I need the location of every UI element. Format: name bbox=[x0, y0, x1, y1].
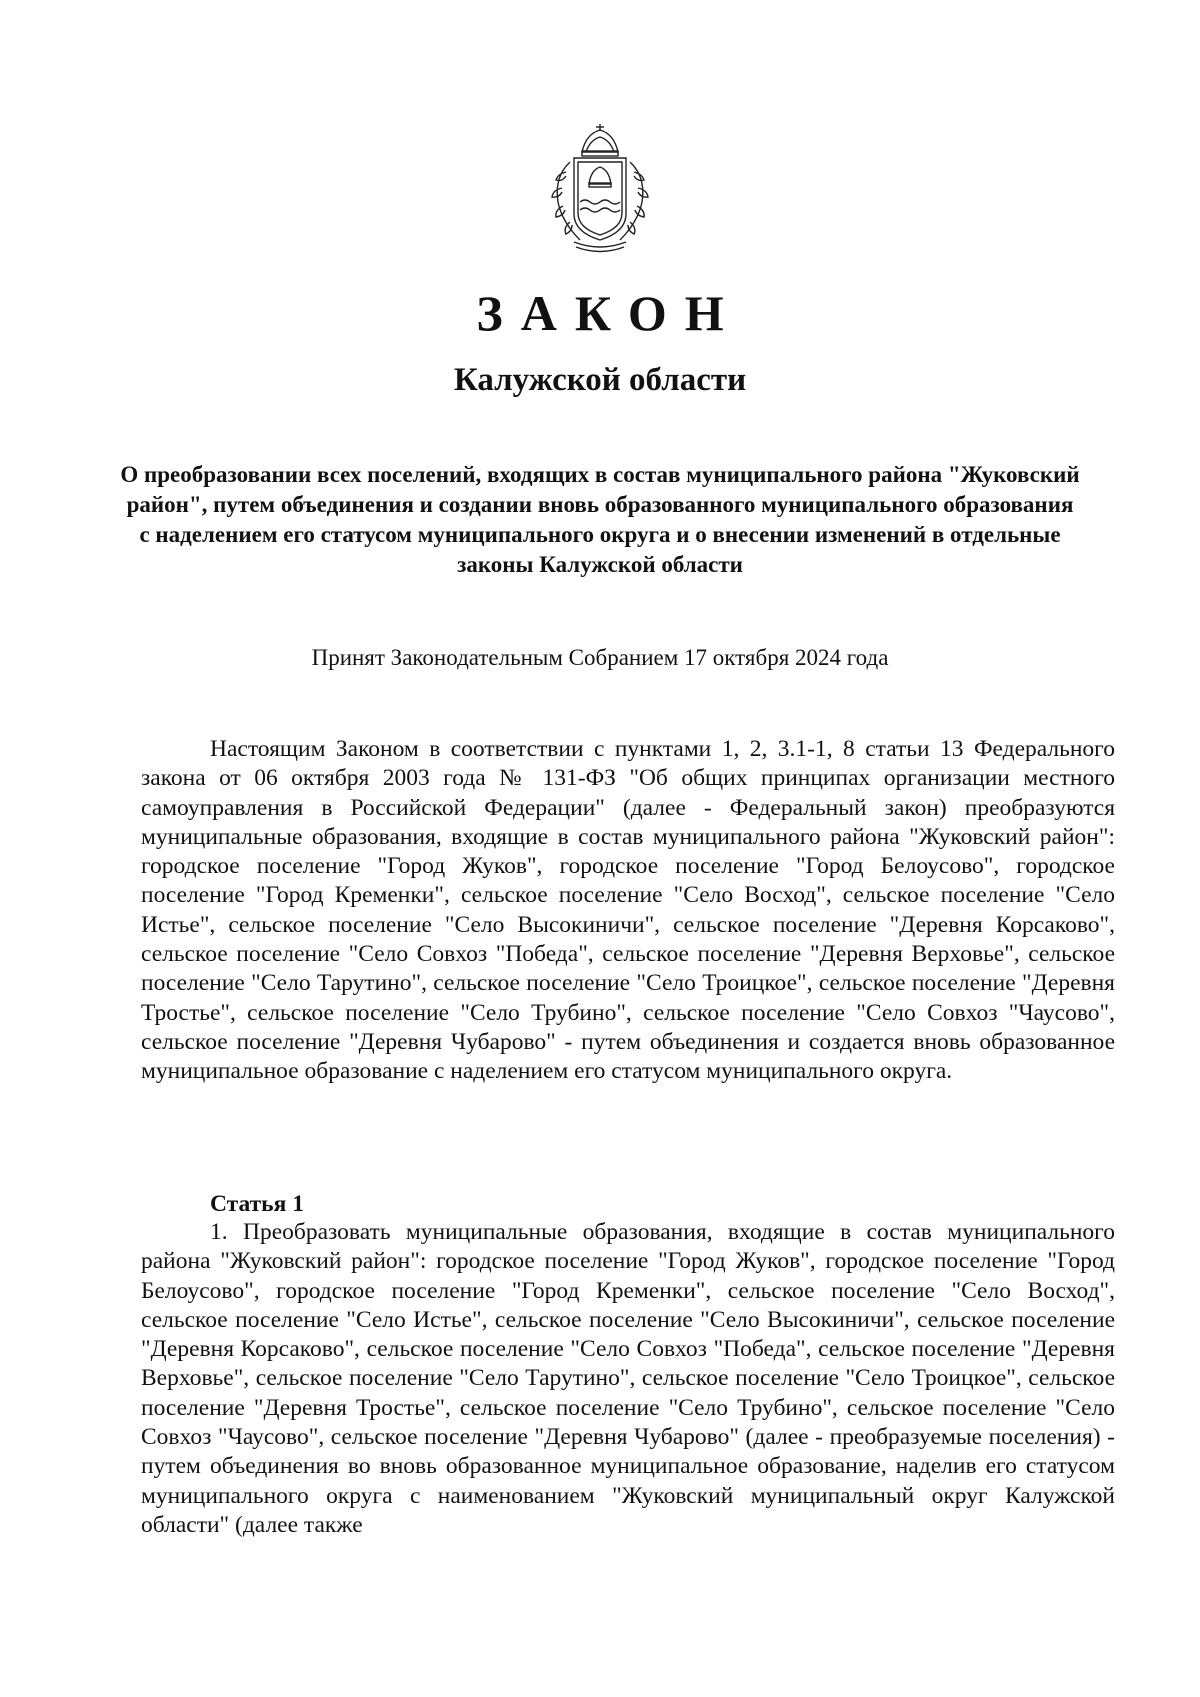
adoption-line: Принят Законодательным Собранием 17 октября 2024 года bbox=[311, 645, 889, 670]
law-heading: О преобразовании всех поселений, входящих в состав муниципального района "Жуковский район", путем объединения и создании вновь образованного муниципального образования с наделением его статусом муниципального округа и о внесении изменений в отдельные законы Калужской области bbox=[120, 462, 1080, 577]
preamble-paragraph: Настоящим Законом в соответствии с пунктами 1, 2, 3.1-1, 8 статьи 13 Федерального закона от 06 октября 2003 года № 131-ФЗ "Об общих принципах организации местного самоуправления в Российской Федерации" (далее - Федеральный закон) преобразуются муниципальные образования, входящие в состав муниципального района "Жуковский район": городское поселение "Город Жуков", городское поселение "Город Белоусово", городское поселение "Город Кременки", сельское поселение "Село Восход", сельское поселение "Село Истье", сельское поселение "Село Высокиничи", сельское поселение "Деревня Корсаково", сельское поселение "Село Совхоз "Победа", сельское поселение "Деревня Верховье", сельское поселение "Село Тарутино", сельское поселение "Село Троицкое", сельское поселение "Деревня Тростье", сельское поселение "Село Трубино", сельское поселение "Село Совхоз "Чаусово", сельское поселение "Деревня Чубарово" - путем объединения и создается вновь образованное муниципальное образование с наделением его статусом муниципального округа. bbox=[141, 736, 1115, 1085]
document-subtitle: Калужской области bbox=[453, 362, 747, 398]
document-title: ЗАКОН bbox=[476, 285, 742, 341]
coat-of-arms-icon bbox=[540, 122, 660, 257]
article-1-paragraph: 1. Преобразовать муниципальные образования, входящие в состав муниципального района "Жуковский район": городское поселение "Город Жуков", городское поселение "Город Белоусово", городское поселение "Город Кременки", сельское поселение "Село Восход", сельское поселение "Село Истье", сельское поселение "Село Высокиничи", сельское поселение "Деревня Корсаково", сельское поселение "Село Совхоз "Победа", сельское поселение "Деревня Верховье", сельское поселение "Село Тарутино", сельское поселение "Село Троицкое", сельское поселение "Деревня Тростье", сельское поселение "Село Трубино", сельское поселение "Село Совхоз "Чаусово", сельское поселение "Деревня Чубарово" (далее - преобразуемые поселения) - путем объединения во вновь образованное муниципальное образование, наделив его статусом муниципального округа с наименованием "Жуковский муниципальный округ Калужской области" (далее также bbox=[141, 1219, 1115, 1538]
article-1-title: Статья 1 bbox=[210, 1191, 304, 1217]
